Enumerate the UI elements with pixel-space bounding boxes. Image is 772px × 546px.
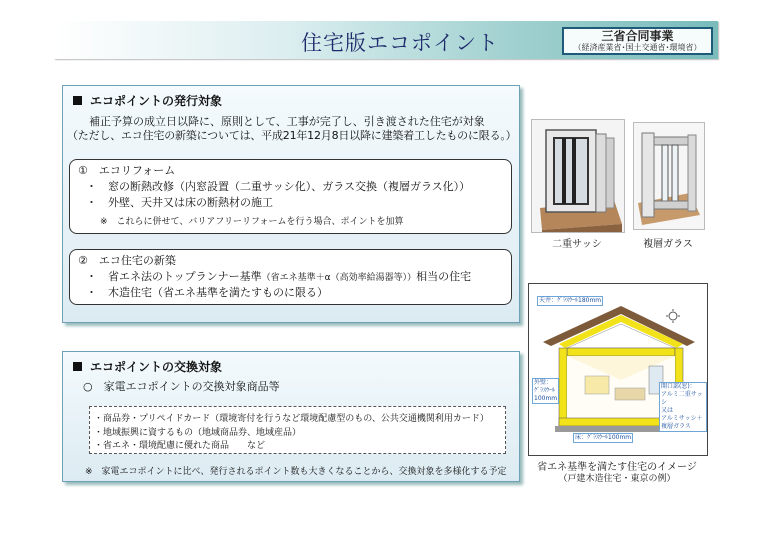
issuance-heading — [73, 92, 222, 109]
multilayer-glass-photo — [633, 122, 705, 230]
toprunner-detail: （省エネ基準＋α（高効率給湯器等）） — [261, 273, 417, 283]
issuance-intro-line2: （ただし、エコ住宅の新築については、平成21年12月8日以降に建築着工したものに限る。） — [67, 129, 517, 142]
double-sash-photo — [531, 119, 625, 233]
double-sash-illustration — [532, 120, 624, 232]
issuance-intro-line1: 補正予算の成立日以降に、原則として、工事が完了し、引き渡された住宅が対象 — [89, 115, 485, 128]
org-subtitle: （経済産業省･国土交通省･環境省） — [573, 43, 702, 52]
eco-reform-item-insulation: ・ 外壁、天井又は床の断熱材の施工 — [86, 196, 273, 209]
eco-newbuild-box — [69, 249, 512, 305]
eco-newbuild-title: ② エコ住宅の新築 — [78, 254, 176, 267]
floor-insulation-label: 床：ｸﾞﾗｽｳｰﾙ100mm — [575, 434, 632, 441]
org-name: 三省合同事業 — [601, 29, 674, 43]
square-bullet-icon — [73, 362, 82, 371]
opening-label-line: 複層ガラス — [661, 423, 691, 430]
opening-label — [659, 382, 707, 432]
toprunner-suffix: 相当の住宅 — [416, 270, 472, 283]
double-sash-caption: 二重サッシ — [552, 239, 602, 250]
wall-insulation-label — [532, 378, 559, 404]
toprunner-text: ・ 省エネ法のトップランナー基準 — [86, 270, 262, 283]
ceiling-insulation-label: 天井：ｸﾞﾗｽｳｰﾙ180mm — [539, 297, 602, 304]
multilayer-glass-illustration — [634, 123, 704, 229]
issuance-heading-text: エコポイントの発行対象 — [90, 94, 223, 108]
exchange-panel — [62, 351, 520, 482]
issuance-panel — [62, 85, 520, 323]
opening-label-line: 開口部(窓)： — [661, 383, 696, 390]
wall-label-line: ｸﾞﾗｽｳｰﾙ — [534, 387, 556, 394]
exchange-item: ・商品券・プリペイドカード（環境寄付を行うなど環境配慮型のもの、公共交通機関利用カード） — [94, 414, 489, 424]
eco-newbuild-item-wooden: ・ 木造住宅（省エネ基準を満たすものに限る） — [86, 286, 328, 299]
exchange-item: ・省エネ・環境配慮に優れた商品 など — [94, 441, 266, 451]
exchange-note: ※ 家電エコポイントに比べ、発行されるポイント数も大きくなることから、交換対象を多様化する予定 — [85, 467, 507, 477]
opening-label-line: アルミ二重サッシ — [661, 391, 703, 406]
wall-label-line: 外壁： — [534, 379, 553, 386]
square-bullet-icon — [73, 96, 82, 105]
opening-label-line: アルミサッシ＋ — [661, 415, 703, 422]
eco-reform-title: ① エコリフォーム — [78, 164, 176, 177]
diagram-caption-sub: （戸建木造住宅・東京の例） — [558, 474, 676, 484]
exchange-heading-text: エコポイントの交換対象 — [90, 360, 223, 374]
eco-newbuild-item-toprunner — [86, 270, 471, 285]
sun-icon — [666, 309, 680, 323]
eco-reform-item-windows: ・ 窓の断熱改修（内窓設置（二重サッシ化）、ガラス交換（複層ガラス化）） — [86, 180, 471, 193]
exchange-items-box — [89, 406, 506, 454]
multilayer-glass-caption: 複層ガラス — [643, 239, 693, 250]
opening-label-line: 又は — [661, 407, 674, 414]
exchange-subheading: ○ 家電エコポイントの交換対象商品等 — [83, 380, 280, 393]
exchange-item: ・地域振興に資するもの（地域商品券、地域産品） — [94, 428, 302, 438]
org-box — [562, 27, 713, 55]
exchange-heading — [73, 358, 222, 375]
eco-reform-box — [69, 159, 512, 234]
house-insulation-diagram — [528, 283, 708, 456]
page-title: 住宅版エコポイント — [301, 31, 499, 55]
diagram-caption: 省エネ基準を満たす住宅のイメージ — [537, 462, 697, 473]
wall-label-line: 100mm — [534, 395, 558, 402]
eco-reform-note: ※ これらに併せて、バリアフリーリフォームを行う場合、ポイントを加算 — [100, 217, 404, 227]
